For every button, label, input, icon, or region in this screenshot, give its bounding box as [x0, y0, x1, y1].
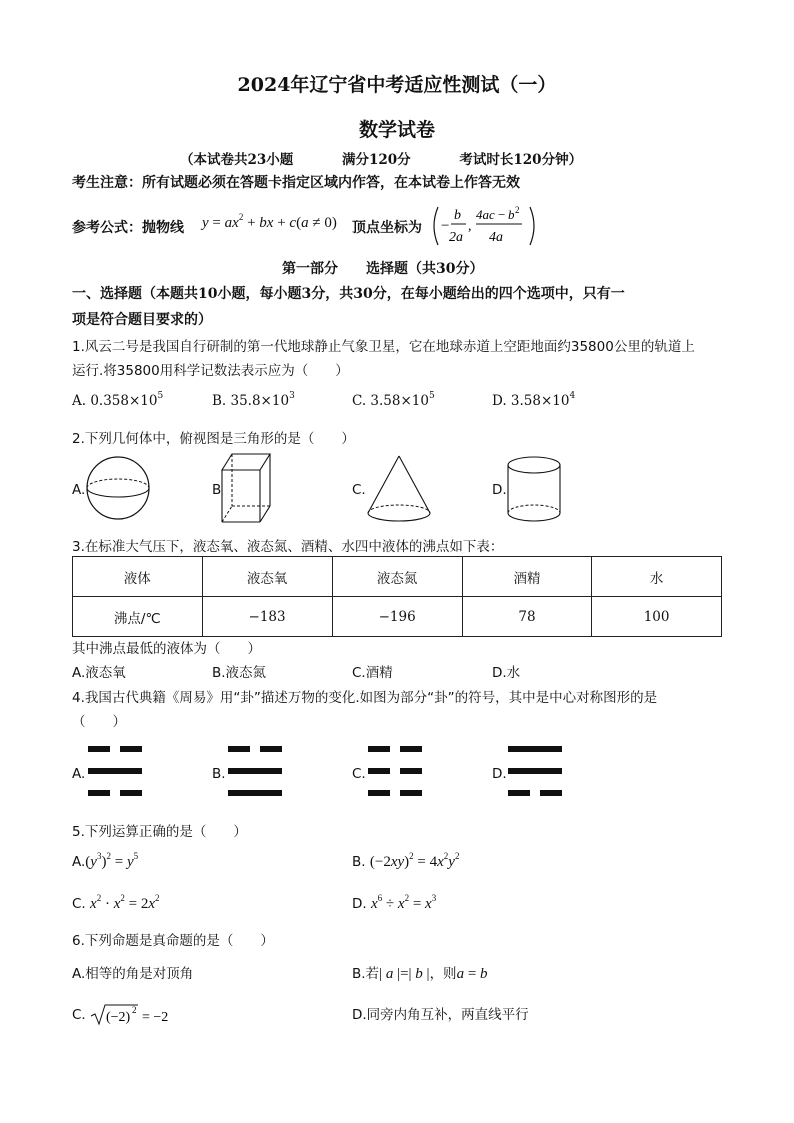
- full-score: 满分120分: [342, 152, 411, 168]
- svg-text:4a: 4a: [489, 230, 503, 245]
- vertex-formula: [430, 204, 545, 248]
- q2-stem: 2.下列几何体中，俯视图是三角形的是（ ）: [72, 431, 355, 447]
- q3-option-b: B.液态氮: [212, 665, 267, 681]
- q5-option-b: B. $(-2xy)^2 = 4x^2y^2$: [352, 851, 460, 870]
- table-cell: 液体: [73, 557, 203, 597]
- parabola-equation: $y = ax^2$ + bx + c(a ≠ 0): [202, 212, 337, 231]
- q3-option-a: A.液态氧: [72, 665, 126, 681]
- q3-question: 其中沸点最低的液体为（ ）: [72, 641, 261, 657]
- section-instruction-1: 一、选择题（本题共10小题，每小题3分，共30分，在每小题给出的四个选项中，只有一: [72, 286, 625, 302]
- sqrt-expression: [90, 1003, 172, 1027]
- section-instruction-2: 项是符合题目要求的）: [72, 312, 212, 328]
- q6-option-b: B.若| a |=| b |，则a = b: [352, 966, 488, 982]
- table-cell: 酒精: [462, 557, 591, 597]
- q1-option-c: C. $3.58\times 10^5$: [352, 391, 435, 409]
- table-cell: 沸点/℃: [73, 597, 203, 637]
- table-cell: 水: [592, 557, 722, 597]
- table-cell: −183: [202, 597, 332, 637]
- svg-text:−: −: [498, 207, 506, 222]
- svg-text:2: 2: [132, 1005, 137, 1015]
- q3-option-d: D.水: [492, 665, 521, 681]
- formula-prefix: 参考公式：抛物线: [72, 220, 184, 236]
- q5-option-d: D. $x^6 \div x^2 = x^3$: [352, 893, 437, 912]
- q2-label-a: A.: [72, 482, 86, 498]
- table-header-row: [73, 557, 722, 597]
- triangular-prism-figure: [218, 452, 278, 524]
- table-cell: 78: [462, 597, 591, 637]
- svg-text:2: 2: [515, 205, 520, 215]
- q3-stem: 3.在标准大气压下，液态氧、液态氮、酒精、水四中液体的沸点如下表：: [72, 539, 504, 555]
- svg-text:4ac: 4ac: [476, 207, 495, 222]
- q5-option-a: $A.(y^3)^2 = y^5$: [72, 851, 139, 870]
- q2-label-d: D.: [492, 482, 507, 498]
- q4-label-b: B.: [212, 766, 226, 782]
- trigram-c-figure: [368, 746, 424, 800]
- table-cell: 液态氧: [202, 557, 332, 597]
- svg-text:b: b: [454, 208, 461, 223]
- q1-line-1: 1.风云二号是我国自行研制的第一代地球静止气象卫星，它在地球赤道上空距地面约35800公里的轨道上: [72, 339, 695, 355]
- q1-option-a: A. $0.358\times 10^5$: [72, 391, 164, 409]
- q1-option-b: B. $35.8\times 10^3$: [212, 391, 295, 409]
- svg-text:−: −: [441, 218, 450, 234]
- q2-label-b: B: [212, 482, 222, 498]
- section-title: 第一部分 选择题（共30分）: [282, 261, 484, 277]
- cylinder-figure: [504, 453, 564, 525]
- q4-line-1: 4.我国古代典籍《周易》用“卦”描述万物的变化.如图为部分“卦”的符号，其中是中心对称图形的是: [72, 690, 658, 706]
- q4-line-2: （ ）: [72, 714, 126, 730]
- table-row: [73, 597, 722, 637]
- q6-stem: 6.下列命题是真命题的是（ ）: [72, 933, 274, 949]
- cone-figure: [364, 453, 434, 525]
- q3-option-c: C.酒精: [352, 665, 393, 681]
- boiling-point-table: [72, 556, 722, 637]
- exam-info: [180, 148, 626, 168]
- q6-option-a: A.相等的角是对顶角: [72, 966, 194, 982]
- q1-line-2: 运行.将35800用科学记数法表示应为（ ）: [72, 363, 349, 379]
- q4-label-a: A.: [72, 766, 86, 782]
- q5-option-c: C. $x^2 \cdot x^2 = 2x^2$: [72, 893, 160, 912]
- svg-text:,: ,: [468, 219, 472, 234]
- sphere-figure: [84, 454, 154, 524]
- notice: 考生注意：所有试题必须在答题卡指定区域内作答，在本试卷上作答无效: [72, 175, 520, 191]
- q1-option-d: D. $3.58\times 10^4$: [492, 391, 576, 409]
- trigram-a-figure: [88, 746, 144, 800]
- time-limit: 考试时长120分钟）: [459, 152, 583, 168]
- svg-text:(−2): (−2): [106, 1010, 131, 1025]
- table-cell: 100: [592, 597, 722, 637]
- table-cell: 液态氮: [332, 557, 462, 597]
- exam-subtitle: 数学试卷: [358, 119, 435, 141]
- trigram-d-figure: [508, 746, 564, 800]
- q6-option-d: D.同旁内角互补，两直线平行: [352, 1007, 529, 1023]
- q6-option-c: C. (−2) 2 = −2: [72, 1003, 172, 1027]
- q5-stem: 5.下列运算正确的是（ ）: [72, 824, 247, 840]
- q4-label-d: D.: [492, 766, 507, 782]
- formula-mid: 顶点坐标为: [352, 220, 422, 236]
- question-count: （本试卷共23小题: [180, 152, 294, 168]
- q2-label-c: C.: [352, 482, 366, 498]
- table-cell: −196: [332, 597, 462, 637]
- q4-label-c: C.: [352, 766, 366, 782]
- svg-text:b: b: [508, 207, 515, 222]
- exam-title: 2024年辽宁省中考适应性测试（一）: [237, 74, 557, 96]
- svg-text:2a: 2a: [449, 230, 463, 245]
- svg-text:= −2: = −2: [142, 1010, 169, 1025]
- trigram-b-figure: [228, 746, 284, 800]
